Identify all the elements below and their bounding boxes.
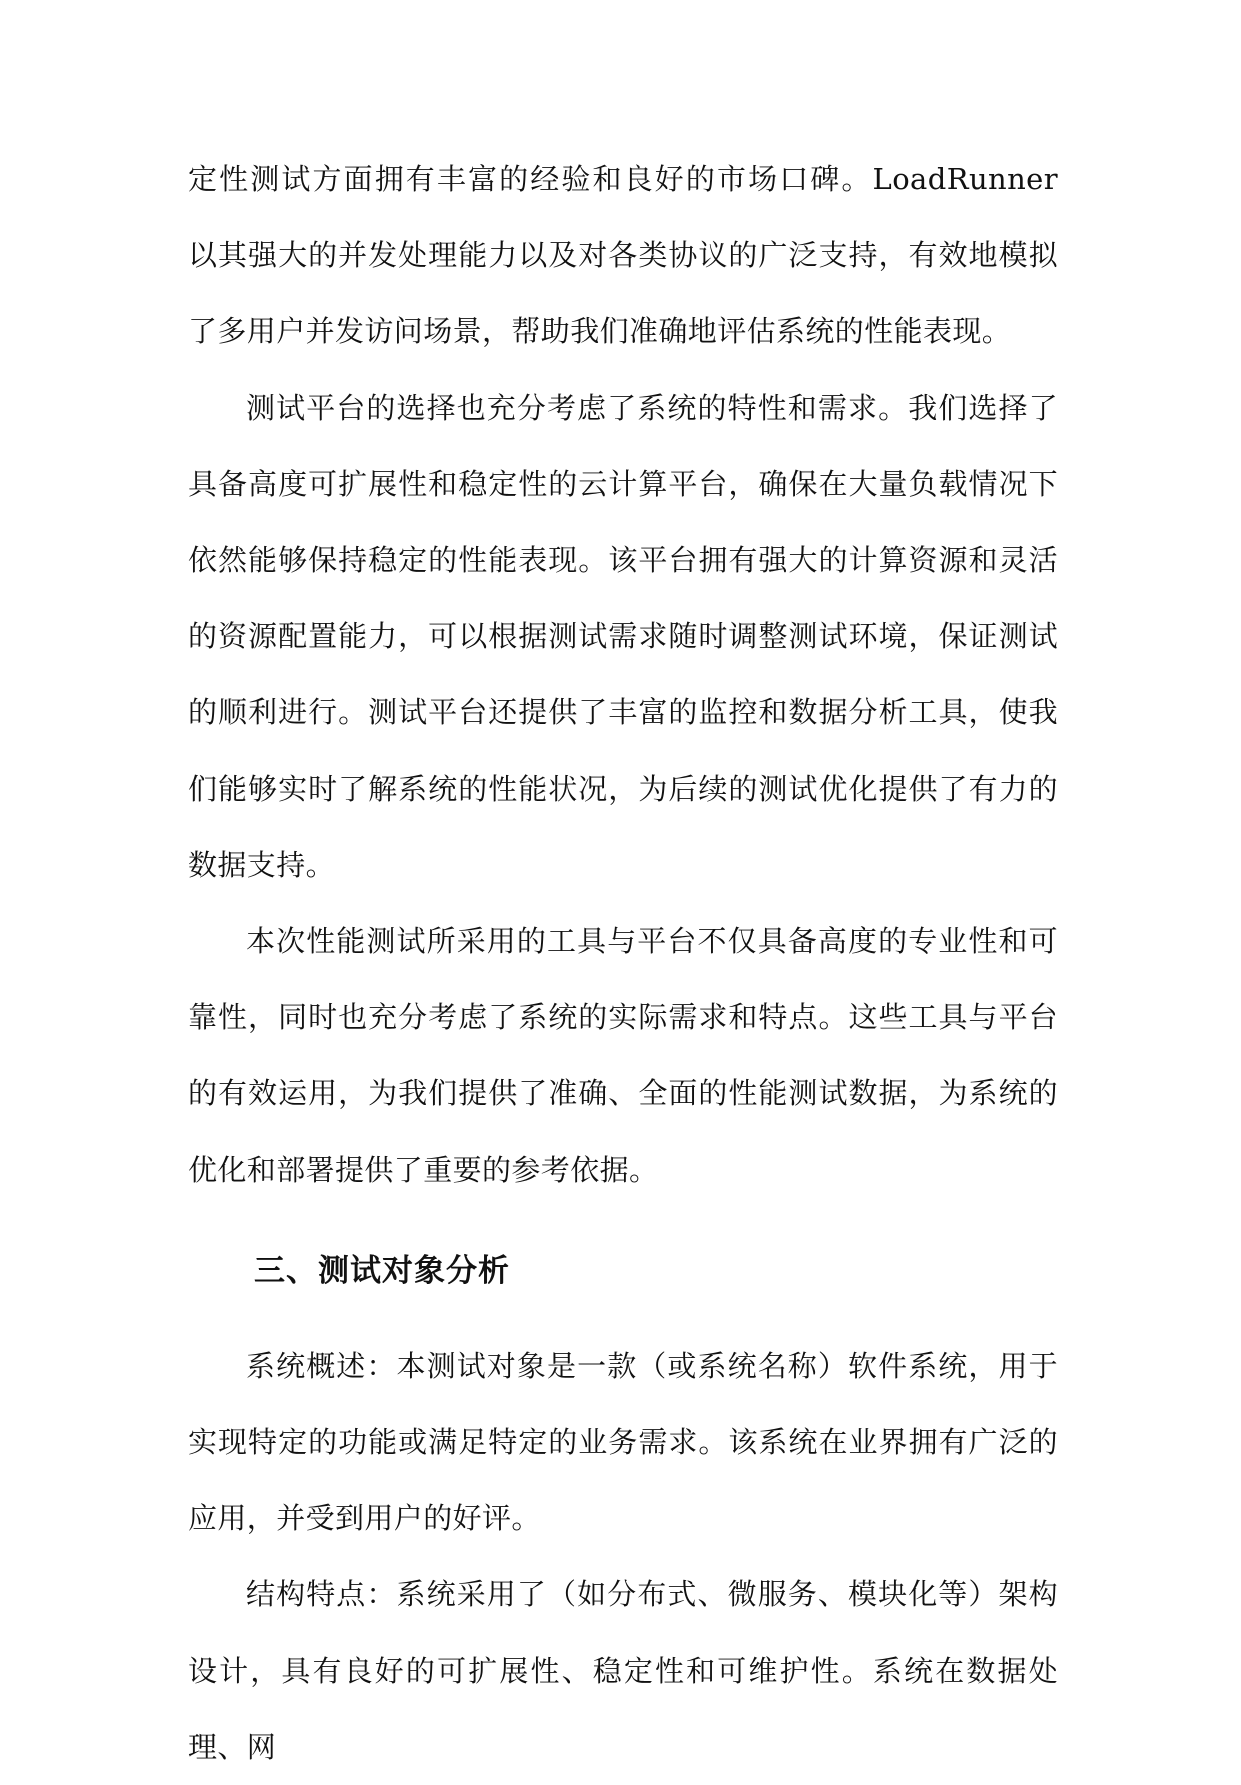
paragraph-continued: 定性测试方面拥有丰富的经验和良好的市场口碑。LoadRunner 以其强大的并发处理能力以及对各类协议的广泛支持，有效地模拟了多用户并发访问场景，帮助我们准确地评估系统的性能表现。 — [188, 162, 1058, 349]
paragraph-tools-summary: 本次性能测试所采用的工具与平台不仅具备高度的专业性和可靠性，同时也充分考虑了系统的实际需求和特点。这些工具与平台的有效运用，为我们提供了准确、全面的性能测试数据，为系统的优化和部署提供了重要的参考依据。 — [188, 924, 1058, 1187]
paragraph-structure-features: 结构特点：系统采用了（如分布式、微服务、模块化等）架构设计，具有良好的可扩展性、稳定性和可维护性。系统在数据处理、网 — [188, 1577, 1058, 1764]
section-heading: 三、测试对象分析 — [254, 1252, 510, 1289]
paragraph-system-overview: 系统概述：本测试对象是一款（或系统名称）软件系统，用于实现特定的功能或满足特定的业务需求。该系统在业界拥有广泛的应用，并受到用户的好评。 — [188, 1348, 1058, 1536]
paragraph-test-platform: 测试平台的选择也充分考虑了系统的特性和需求。我们选择了具备高度可扩展性和稳定性的云计算平台，确保在大量负载情况下依然能够保持稳定的性能表现。该平台拥有强大的计算资源和灵活的资源配置能力，可以根据测试需求随时调整测试环境，保证测试的顺利进行。测试平台还提供了丰富的监控和数据分析工具，使我们能够实时了解系统的性能状况，为后续的测试优化提供了有力的数据支持。 — [188, 390, 1058, 882]
page-body — [188, 141, 1058, 1785]
